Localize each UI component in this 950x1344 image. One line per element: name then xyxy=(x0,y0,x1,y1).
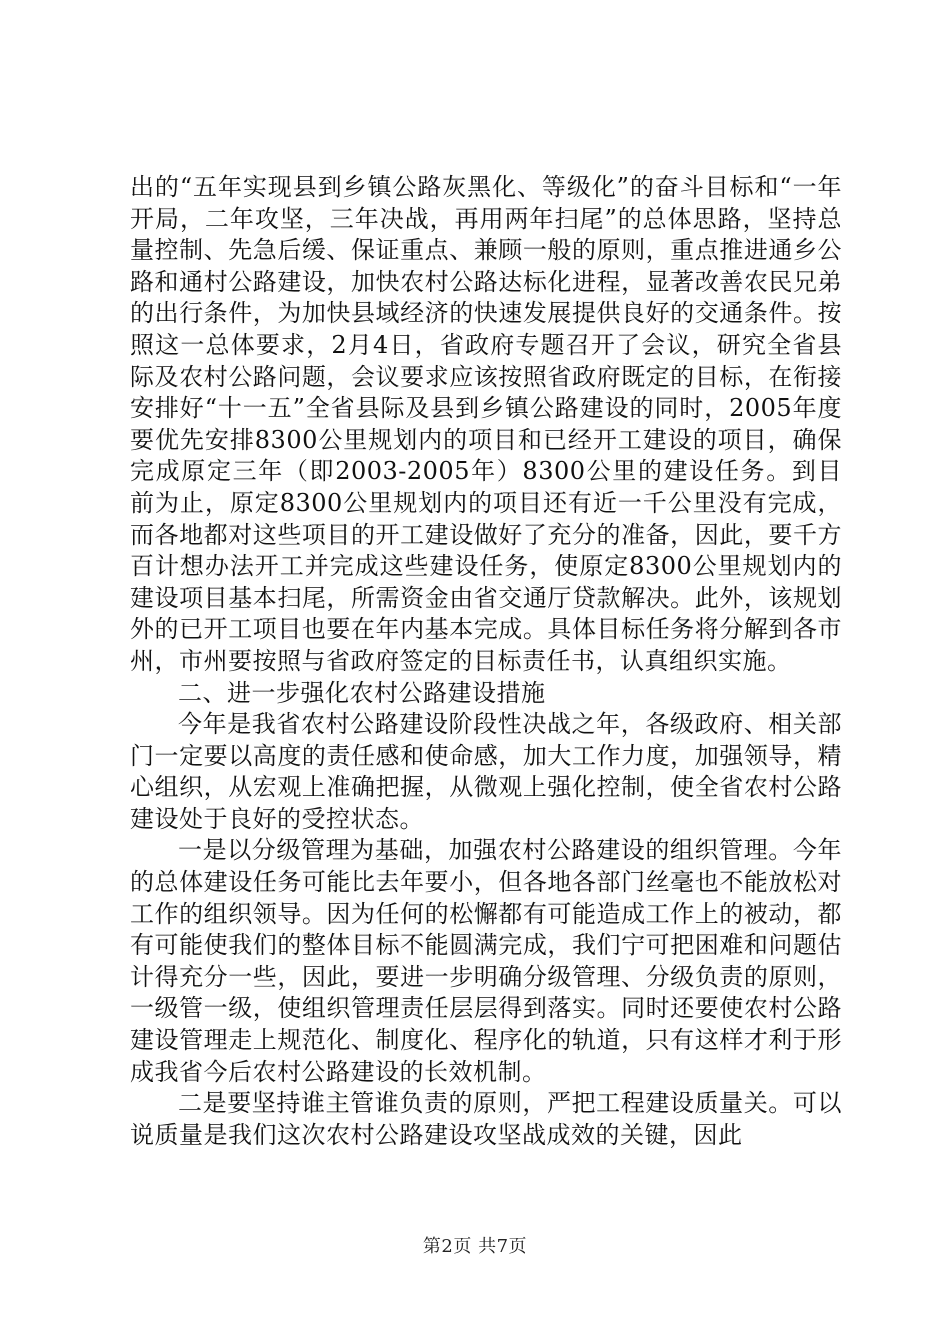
paragraph-continuation: 出的“五年实现县到乡镇公路灰黑化、等级化”的奋斗目标和“一年开局，二年攻坚，三年决战，再用两年扫尾”的总体思路，坚持总量控制、先急后缓、保证重点、兼顾一般的原则，重点推进通乡公路和通村公路建设，加快农村公路达标化进程，显著改善农民兄弟的出行条件，为加快县域经济的快速发展提供良好的交通条件。按照这一总体要求，2月4日，省政府专题召开了会议，研究全省县际及农村公路问题，会议要求应该按照省政府既定的目标，在衔接安排好“十一五”全省县际及县到乡镇公路建设的同时，2005年度要优先安排8300公里规划内的项目和已经开工建设的项目，确保完成原定三年（即2003-2005年）8300公里的建设任务。到目前为止，原定8300公里规划内的项目还有近一千公里没有完成，而各地都对这些项目的开工建设做好了充分的准备，因此，要千方百计想办法开工并完成这些建设任务，使原定8300公里规划内的建设项目基本扫尾，所需资金由省交通厅贷款解决。此外，该规划外的已开工项目也要在年内基本完成。具体目标任务将分解到各市州，市州要按照与省政府签定的目标责任书，认真组织实施。 xyxy=(130,173,842,675)
paragraph-intro: 今年是我省农村公路建设阶段性决战之年，各级政府、相关部门一定要以高度的责任感和使命感，加大工作力度，加强领导，精心组织，从宏观上准确把握，从微观上强化控制，使全省农村公路建设处于良好的受控状态。 xyxy=(130,710,842,833)
document-body xyxy=(130,172,842,1151)
paragraph-point-one: 一是以分级管理为基础，加强农村公路建设的组织管理。今年的总体建设任务可能比去年要小，但各地各部门丝毫也不能放松对工作的组织领导。因为任何的松懈都有可能造成工作上的被动，都有可能使我们的整体目标不能圆满完成，我们宁可把困难和问题估计得充分一些，因此，要进一步明确分级管理、分级负责的原则，一级管一级，使组织管理责任层层得到落实。同时还要使农村公路建设管理走上规范化、制度化、程序化的轨道，只有这样才利于形成我省今后农村公路建设的长效机制。 xyxy=(130,836,842,1086)
paragraph-point-two: 二是要坚持谁主管谁负责的原则，严把工程建设质量关。可以说质量是我们这次农村公路建设攻坚战成效的关键，因此 xyxy=(130,1089,842,1149)
section-heading: 二、进一步强化农村公路建设措施 xyxy=(178,678,546,707)
page-footer: 第2页 共7页 xyxy=(422,1236,528,1257)
